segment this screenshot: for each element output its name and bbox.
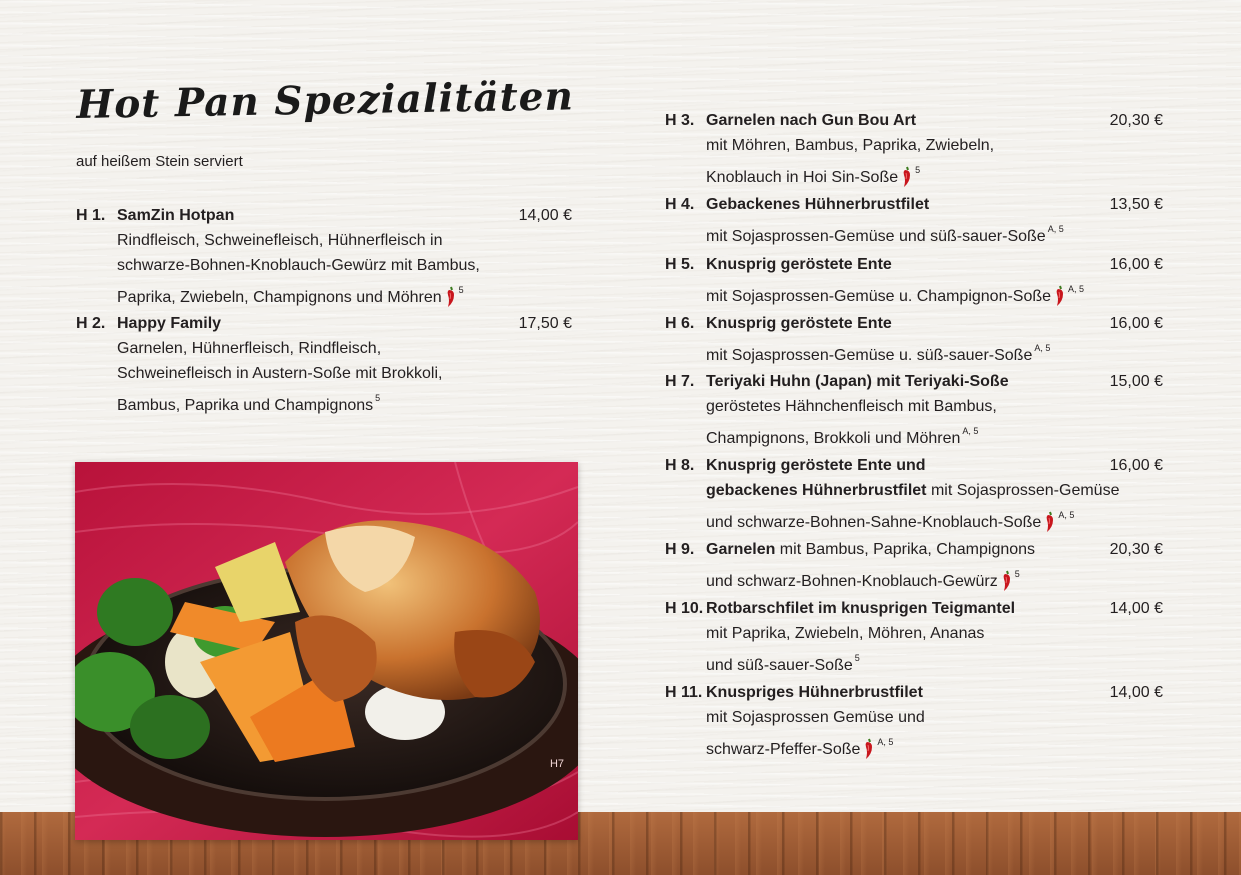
- item-description-text: Garnelen, Hühnerfleisch, Rindfleisch,: [117, 340, 382, 357]
- item-description-text: geröstetes Hähnchenfleisch mit Bambus,: [706, 398, 997, 415]
- item-description-text: Knoblauch in Hoi Sin-Soße: [706, 169, 899, 186]
- item-name-line: [706, 108, 1163, 133]
- item-price: 16,00 €: [1109, 256, 1163, 273]
- item-description-line: [706, 478, 1163, 503]
- menu-item: [665, 537, 1163, 594]
- item-code: H 2.: [76, 315, 106, 332]
- menu-item: [76, 203, 572, 310]
- chili-spicy-icon: [1001, 570, 1013, 592]
- item-name: Rotbarschfilet im knusprigen Teigmantel: [706, 600, 1016, 617]
- item-name-rest: mit Bambus, Paprika, Champignons: [775, 541, 1036, 558]
- item-description-line: [706, 419, 1163, 451]
- item-name: Garnelen: [706, 541, 776, 558]
- item-description-text: Rindfleisch, Schweinefleisch, Hühnerfleisch in: [117, 232, 443, 249]
- item-description-text: mit Sojasprossen Gemüse und: [706, 709, 925, 726]
- item-body: [706, 252, 1163, 309]
- item-code: H 3.: [665, 112, 695, 129]
- item-name-line: [706, 192, 1163, 217]
- item-price: 16,00 €: [1109, 315, 1163, 332]
- item-name-line: [706, 369, 1163, 394]
- item-code: H 1.: [76, 207, 106, 224]
- chili-spicy-icon: [445, 286, 457, 308]
- item-price: 20,30 €: [1109, 112, 1163, 129]
- item-description-text: Schweinefleisch in Austern-Soße mit Brokkoli,: [117, 365, 443, 382]
- item-description-text: und schwarze-Bohnen-Sahne-Knoblauch-Soße: [706, 514, 1042, 531]
- page-subtitle: auf heißem Stein serviert: [76, 153, 243, 170]
- item-body: [706, 680, 1163, 762]
- item-body: [706, 192, 1163, 249]
- item-body: [706, 108, 1163, 190]
- item-name: Teriyaki Huhn (Japan) mit Teriyaki-Soße: [706, 373, 1009, 390]
- item-description-text: Bambus, Paprika und Champignons: [117, 397, 374, 414]
- item-price: 14,00 €: [1109, 684, 1163, 701]
- menu-item: [665, 252, 1163, 309]
- item-description-line: [706, 133, 1163, 158]
- item-description-text: mit Sojasprossen-Gemüse u. Champignon-Soße: [706, 288, 1052, 305]
- item-description-line: [706, 646, 1163, 678]
- chili-spicy-icon: [863, 738, 875, 760]
- item-price: 16,00 €: [1109, 457, 1163, 474]
- allergen-note: A, 5: [1034, 343, 1051, 353]
- item-description-line: [706, 730, 1163, 762]
- menu-item: [665, 108, 1163, 190]
- item-name-line: [706, 453, 1163, 478]
- menu-item: [665, 596, 1163, 678]
- item-name: Happy Family: [117, 315, 222, 332]
- item-description-line: [706, 158, 1163, 190]
- item-name: Garnelen nach Gun Bou Art: [706, 112, 917, 129]
- menu-item: [665, 369, 1163, 451]
- item-price: 20,30 €: [1109, 541, 1163, 558]
- item-description-text: schwarz-Pfeffer-Soße: [706, 741, 861, 758]
- allergen-note: A, 5: [877, 737, 894, 747]
- item-description-text: Champignons, Brokkoli und Möhren: [706, 430, 961, 447]
- menu-item: [665, 311, 1163, 368]
- item-name-line: [706, 537, 1163, 562]
- allergen-note: A, 5: [1047, 224, 1064, 234]
- item-description-line: [117, 278, 572, 310]
- item-name: Knuspriges Hühnerbrustfilet: [706, 684, 923, 701]
- item-price: 17,50 €: [518, 315, 572, 332]
- item-body: [706, 537, 1163, 594]
- allergen-note: 5: [458, 285, 464, 295]
- item-description-line: [117, 361, 572, 386]
- item-description-line: [117, 386, 572, 418]
- item-name-line: [706, 596, 1163, 621]
- allergen-note: A, 5: [1068, 284, 1085, 294]
- item-description-text: mit Paprika, Zwiebeln, Möhren, Ananas: [706, 625, 985, 642]
- allergen-note: 5: [375, 393, 381, 403]
- menu-item: [665, 680, 1163, 762]
- item-description-text: mit Sojasprossen-Gemüse: [926, 482, 1120, 499]
- item-description-line: [117, 336, 572, 361]
- item-code: H 10.: [665, 600, 704, 617]
- item-body: [706, 311, 1163, 368]
- chili-spicy-icon: [1054, 285, 1066, 307]
- item-price: 13,50 €: [1109, 196, 1163, 213]
- allergen-note: 5: [915, 165, 921, 175]
- menu-item: [665, 192, 1163, 249]
- item-description-line: [706, 336, 1163, 368]
- item-name-line: [706, 680, 1163, 705]
- item-description-text: mit Sojasprossen-Gemüse und süß-sauer-Soße: [706, 228, 1046, 245]
- item-description-line: [706, 277, 1163, 309]
- item-name-line: [706, 252, 1163, 277]
- chili-spicy-icon: [1044, 511, 1056, 533]
- item-name: Knusprig geröstete Ente: [706, 256, 892, 273]
- item-description-line: [706, 562, 1163, 594]
- item-code: H 11.: [665, 684, 703, 701]
- item-description-line: [706, 705, 1163, 730]
- chili-spicy-icon: [901, 166, 913, 188]
- item-description-text: mit Möhren, Bambus, Paprika, Zwiebeln,: [706, 137, 995, 154]
- item-code: H 4.: [665, 196, 695, 213]
- item-description-text: schwarze-Bohnen-Knoblauch-Gewürz mit Bambus,: [117, 257, 480, 274]
- item-description-line: [117, 253, 572, 278]
- page-title: Hot Pan Spezialitäten: [76, 73, 575, 128]
- allergen-note: 5: [854, 653, 860, 663]
- item-description-text: Paprika, Zwiebeln, Champignons und Möhren: [117, 289, 442, 306]
- item-name-line: [706, 311, 1163, 336]
- allergen-note: A, 5: [1058, 510, 1075, 520]
- item-name: Knusprig geröstete Ente: [706, 315, 892, 332]
- item-body: [706, 453, 1163, 535]
- item-description-line: [706, 503, 1163, 535]
- menu-item: [76, 311, 572, 418]
- item-code: H 8.: [665, 457, 695, 474]
- menu-item: [665, 453, 1163, 535]
- item-code: H 9.: [665, 541, 695, 558]
- item-price: 14,00 €: [518, 207, 572, 224]
- item-body: [117, 203, 572, 310]
- allergen-note: A, 5: [962, 426, 979, 436]
- item-body: [706, 369, 1163, 451]
- item-name-line: [117, 203, 572, 228]
- item-price: 14,00 €: [1109, 600, 1163, 617]
- item-description-line: [706, 621, 1163, 646]
- dish-photo-illustration: [75, 462, 578, 840]
- item-description-line: [706, 217, 1163, 249]
- photo-caption: H7: [549, 758, 564, 770]
- item-body: [117, 311, 572, 418]
- item-description-line: [706, 394, 1163, 419]
- item-description-text: mit Sojasprossen-Gemüse u. süß-sauer-Soße: [706, 347, 1033, 364]
- item-code: H 7.: [665, 373, 695, 390]
- item-name-line: [117, 311, 572, 336]
- item-body: [706, 596, 1163, 678]
- dish-photo: [75, 462, 578, 840]
- item-description-line: [117, 228, 572, 253]
- item-price: 15,00 €: [1109, 373, 1163, 390]
- allergen-note: 5: [1014, 569, 1020, 579]
- item-description-text: und süß-sauer-Soße: [706, 657, 853, 674]
- item-code: H 5.: [665, 256, 695, 273]
- item-code: H 6.: [665, 315, 695, 332]
- item-name: Knusprig geröstete Ente und: [706, 457, 926, 474]
- item-name: Gebackenes Hühnerbrustfilet: [706, 196, 930, 213]
- item-name: SamZin Hotpan: [117, 207, 235, 224]
- item-description-bold: gebackenes Hühnerbrustfilet: [706, 482, 927, 499]
- item-description-text: und schwarz-Bohnen-Knoblauch-Gewürz: [706, 573, 998, 590]
